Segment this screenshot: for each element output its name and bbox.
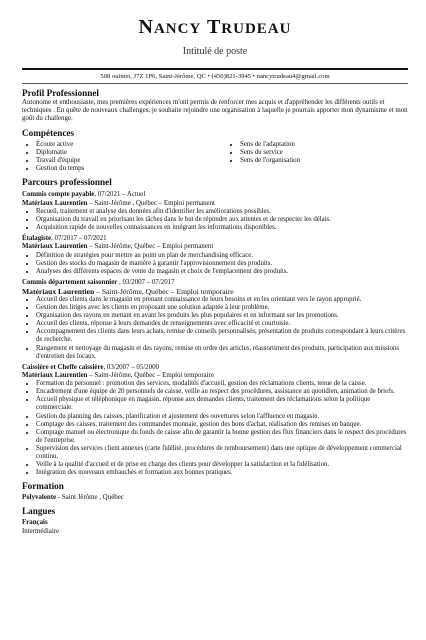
job-bullet: • Accueil des clients dans le magasin en prenant connaissance de leurs besoins et en les orientant vers le rayon approprié. (36, 296, 408, 304)
skills-column-1 (22, 141, 226, 174)
job-bullet: • Gestion des litiges avec les clients en proposant une solution adaptée à leur problème. (36, 304, 408, 312)
job-bullet: • Définition de stratégies pour mettre au point un plan de merchandising efficace. (36, 252, 408, 260)
job-company-line: Matériaux Laurentien – Saint-Jérôme , Québec – Emploi permanent (22, 199, 215, 207)
skill-item: • Sens de l'organisation (240, 157, 300, 165)
job-bullets (22, 296, 408, 361)
job-title-line: Commis compte payable, 07/2021 – Actuel (22, 191, 146, 199)
skill-item: • Diplomatie (36, 149, 226, 157)
job-bullet: • Intégration des nouveaux embauchés et formation aux bonnes pratiques. (36, 469, 408, 477)
job-bullet: • Encadrement d'une équipe de 20 personnels de caisse, veille au respect des procédures, assistance au quotidien, animation de briefs. (36, 388, 408, 396)
job-bullet: • Rangement et nettoyage du magasin et des rayons, remise en ordre des articles, réassortiment des produits, participation aux missions d'entretien des locaux. (36, 345, 408, 361)
contact-divider (22, 83, 408, 84)
job-bullets (22, 208, 408, 232)
skill-item: • Sens de l'adaptation (240, 141, 300, 149)
skill-item: • Écoute active (36, 141, 226, 149)
job-title-line: Caissière et Cheffe caissière, 03/2007 – 05/2000 (22, 363, 159, 371)
job-bullet: • Comptage manuel ou électronique du fonds de caisse afin de garantir la bonne gestion des flux financiers dans le respect des procédures de l'entreprise. (36, 429, 408, 445)
profile-text: Autonome et enthousiaste, mes premières expériences m'ont permis de renforcer mes acquis et d'appréhender les différents outils et techniques . En quête de nouveaux challenges, je souhaite rejoindre une organisation à laquelle je pourrais apporter mon dynamisme et mon goût du challenge. (22, 99, 408, 123)
job-title: Intitulé de poste (182, 46, 248, 57)
job-bullets (22, 252, 408, 276)
language-level: Intermédiaire (22, 527, 60, 535)
contact-info: 508 ouimet, J7Z 1P6, Saint-Jérôme, QC • (450)821-3945 • nancytrudeau4@gmail.com (100, 73, 330, 80)
language-name: Français (22, 519, 48, 527)
job-bullet: • Comptage des caisses, traitement des commandes monnaie, gestion des bons d'achat, réalisation des remises en banque. (36, 421, 408, 429)
skills-heading: Compétences (22, 127, 75, 138)
job-bullet: • Veille à la qualité d'accueil et de prise en charge des clients pour développer la satisfaction et la fidélisation. (36, 461, 408, 469)
resume-page (22, 0, 408, 536)
job-company-line: Matériaux Laurentien – Saint-Jérôme, Québec – Emploi temporaire (22, 371, 215, 379)
job-bullet: • Organisation du travail en priorisant les tâches dans le but de répondre aux attentes et de respecter les délais. (36, 216, 408, 224)
candidate-name: NANCY TRUDEAU (138, 16, 292, 38)
job-bullet: • Recueil, traitement et analyse des données afin d'identifier les améliorations possibles. (36, 208, 408, 216)
header-divider (22, 68, 408, 70)
job-title-line: Étalagiste, 07/2017 – 07/2021 (22, 235, 107, 243)
experience-heading: Parcours professionnel (22, 177, 112, 188)
skill-item: • Travail d'équipe (36, 157, 226, 165)
job-bullet: • Accueil des clients, réponse à leurs demandes de renseignements avec efficacité et courtoisie. (36, 320, 408, 328)
languages-heading: Langues (22, 506, 56, 517)
job-bullet: • Formation du personnel : promotion des services, modalités d'accueil, gestion des réclamations clients, tenue de la caisse. (36, 380, 408, 388)
job-bullet: • Organisation des rayons en mettant en avant les produits les plus populaires et en informant sur les promotions. (36, 312, 408, 320)
profile-heading: Profil Professionnel (22, 88, 99, 98)
job-bullet: • Accueil physique et téléphonique en magasin, réponse aux demandes clients, traitement des réclamations selon la politique commerciale. (36, 396, 408, 412)
job-company-line: Matériaux Laurentien – Saint-Jérôme, Québec – Emploi temporaire (22, 287, 234, 296)
job-bullet: • Gestion des stocks du magasin de manière à garantir l'approvisionnement des produits. (36, 260, 408, 268)
job-bullet: • Accompagnement des clients dans leurs achats, remise de conseils personnalisés, présentation de produits correspondant à leurs critères de recherche. (36, 328, 408, 344)
skill-item: • Sens du service (240, 149, 300, 157)
skills-list (22, 141, 408, 174)
job-company-line: Matériaux Laurentien – Saint-Jérôme, Québec – Emploi permanent (22, 243, 214, 251)
job-bullet: • Acquisition rapide de nouvelles connaissances en intégrant les informations disponibles. (36, 224, 408, 232)
job-bullets (22, 380, 408, 477)
job-bullet: • Supervision des services client annexes (carte fidélité, procédures de remboursement) dans une optique de développement commercial continu. (36, 445, 408, 461)
skills-column-2 (226, 141, 300, 174)
education-entry: Polyvalente - Saint Jérôme , Québec (22, 494, 124, 502)
education-heading: Formation (22, 481, 64, 492)
job-title-line: Commis département saisonnier , 03/2007 – 07/2017 (22, 278, 175, 286)
job-bullet: • Gestion du planning des caisses, planification et ajustement des ouvertures selon l'affluence en magasin. (36, 413, 408, 421)
job-bullet: • Analyses des différents espaces de vente du magasin et choix de l'emplacement des produits. (36, 268, 408, 276)
skill-item: • Gestion du temps (36, 165, 226, 173)
